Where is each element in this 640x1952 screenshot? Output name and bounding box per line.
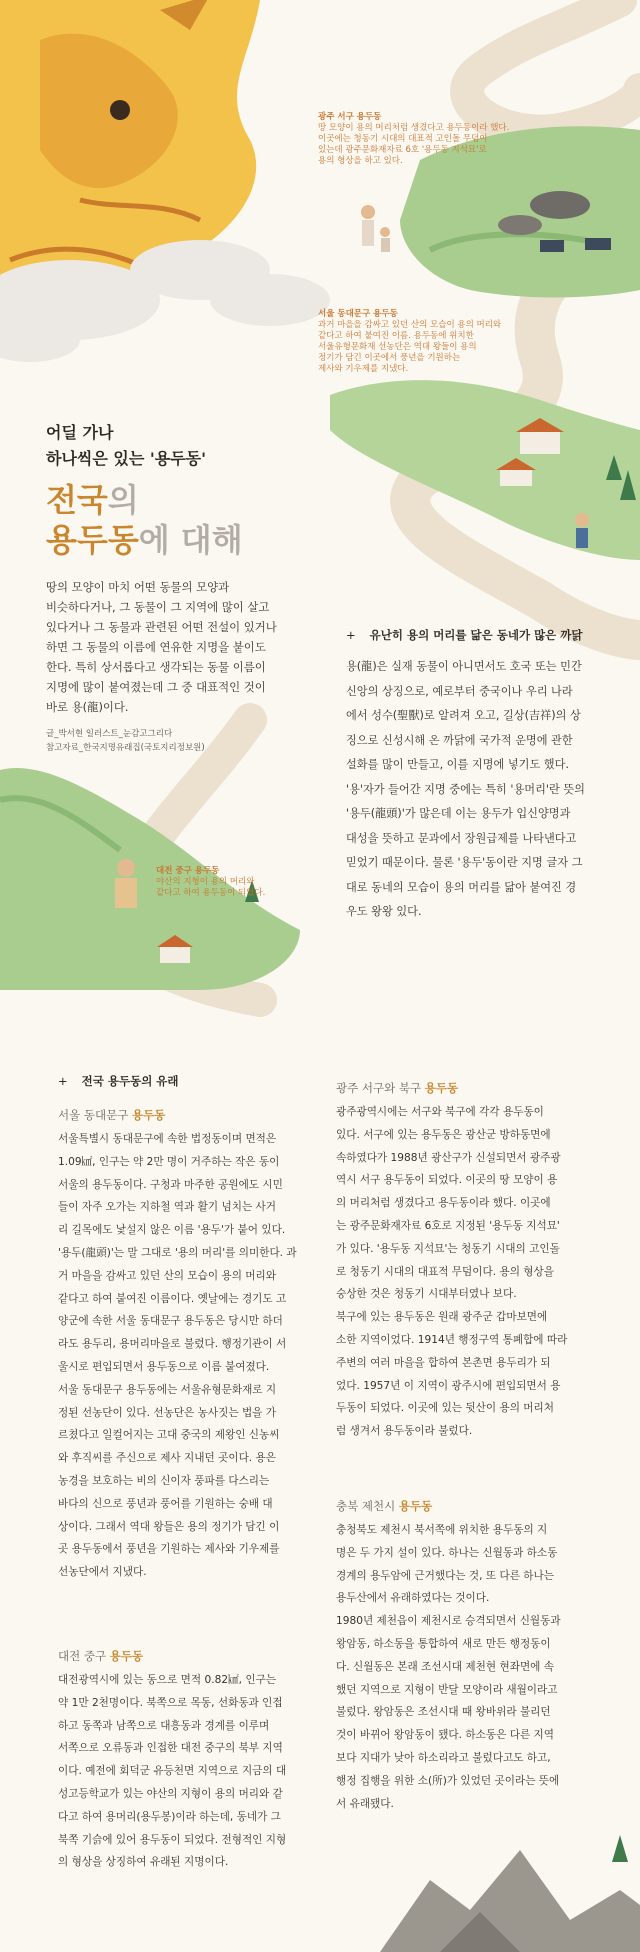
note-seoul-line: 서울유형문화재 선농단은 역대 왕들이 용의 <box>318 342 477 352</box>
note-seoul <box>318 309 518 375</box>
note-seoul-title: 서울 동대문구 용두동 <box>318 309 398 319</box>
note-gwangju-line: 땅 모양이 용의 머리처럼 생겼다고 용두동이라 했다. <box>318 123 510 133</box>
gwangju-line: 럼 생겨서 용두동이라 불렀다. <box>336 1425 473 1438</box>
bottom-mountain-illustration <box>380 1835 640 1952</box>
jecheon-line: 것이 바뀌어 왕암동이 됐다. 하소동은 다른 지역 <box>336 1729 555 1742</box>
daejeon-line: 의 형상을 상징하여 유래된 지명이다. <box>58 1856 229 1869</box>
seoul-region: 서울 동대문구 <box>58 1108 132 1122</box>
seoul-line: 들이 자주 오가는 지하철 역과 활기 넘치는 사거 <box>58 1201 277 1214</box>
jecheon-region: 충북 제천시 <box>336 1499 399 1513</box>
seoul-line: 정된 선농단이 있다. 선농단은 농사짓는 법을 가 <box>58 1406 277 1419</box>
gwangju-line: 로 청동기 시대의 대표적 무덤이다. 용의 형상을 <box>336 1265 555 1278</box>
daejeon-region: 대전 중구 <box>58 1649 110 1663</box>
gwangju-line: 속하였다가 1988년 광산구가 신설되면서 광주광 <box>336 1151 561 1164</box>
daejeon-body <box>58 1669 308 1874</box>
gwangju-line: 북구에 있는 용두동은 원래 광주군 갑마보면에 <box>336 1311 548 1324</box>
daejeon-line: 대전광역시에 있는 동으로 면적 0.82㎢, 인구는 <box>58 1674 277 1686</box>
jecheon-line: 서 유래됐다. <box>336 1797 394 1810</box>
note-daejeon-line: 야산의 지형이 용의 머리와 <box>156 877 255 887</box>
gwangju-line: 소한 지역이었다. 1914년 행정구역 통폐합에 따라 <box>336 1333 568 1346</box>
intro-line: 있다거나 그 동물과 관련된 어떤 전설이 있거나 <box>46 620 277 634</box>
note-daejeon <box>156 866 306 899</box>
section-1-line: 설화를 많이 만들고, 이를 지명에 넣기도 했다. <box>346 758 569 771</box>
seoul-line: 바다의 신으로 풍년과 풍어를 기원하는 숭배 대 <box>58 1497 273 1510</box>
gwangju-name: 용두동 <box>424 1081 459 1095</box>
plus-icon: + <box>58 1074 68 1088</box>
headline-sub-2: 하나씩은 있는 '용두동' <box>46 449 207 468</box>
seoul-village-illustration <box>330 380 640 560</box>
gwangju-line: 숭상한 것은 청동기 시대부터였나 보다. <box>336 1288 517 1301</box>
daejeon-name: 용두동 <box>109 1649 144 1663</box>
gwangju-line: 의 머리처럼 생겼다고 용두동이라 했다. 이곳에 <box>336 1197 551 1210</box>
gwangju-line: 두동이 되었다. 이곳에 있는 뒷산이 용의 머리처 <box>336 1402 555 1415</box>
seoul-line: '용두(龍頭)'는 말 그대로 '용의 머리'를 의미한다. 과 <box>58 1246 297 1259</box>
section-1-line: 징으로 신성시해 온 까닭에 국가적 운명에 관한 <box>346 733 573 747</box>
section-2-title: 전국 용두동의 유래 <box>81 1074 179 1088</box>
gwangju-line: 광주광역시에는 서구와 북구에 각각 용두동이 <box>336 1106 544 1118</box>
seoul-line: 와 후직씨를 주신으로 제사 지내던 곳이다. 용은 <box>58 1452 277 1465</box>
gwangju-line: 가 있다. '용두동 지석묘'는 청동기 시대의 고인돌 <box>336 1242 560 1255</box>
seoul-body <box>58 1128 308 1584</box>
seoul-line: 르쳤다고 일컬어지는 고대 중국의 제왕인 신농씨 <box>58 1429 280 1442</box>
section-1-line: 믿었기 때문이다. 물론 '용두'동이란 지명 글자 그 <box>346 856 583 869</box>
note-seoul-line: 같다고 하여 붙여진 이름. 용두동에 위치한 <box>318 331 474 341</box>
intro-line: 땅의 모양이 마치 어떤 동물의 모양과 <box>46 580 230 594</box>
gwangju-subheading <box>336 1080 458 1096</box>
plus-icon: + <box>346 628 356 642</box>
daejeon-line: 이다. 예전에 회덕군 유등천면 지역으로 지금의 대 <box>58 1765 287 1778</box>
headline-title-rest: 의 <box>107 481 139 519</box>
section-1-heading <box>346 627 583 643</box>
section-2-heading <box>58 1073 179 1089</box>
section-1-line: 대성을 뜻하고 문과에서 장원급제를 나타낸다고 <box>346 831 577 845</box>
intro-line: 비슷하다거나, 그 동물이 그 지역에 많이 살고 <box>46 600 270 614</box>
gwangju-line: 는 광주문화재자료 6호로 지정된 '용두동 지석묘' <box>336 1219 560 1232</box>
jecheon-line: 행정 집행을 위한 소(所)가 있었던 곳이라는 뜻에 <box>336 1774 560 1787</box>
jecheon-line: 다. 신월동은 본래 조선시대 제천현 현좌면에 속 <box>336 1660 555 1673</box>
note-daejeon-line: 같다고 하여 용두동이 되었다. <box>156 888 266 898</box>
daejeon-line: 약 1만 2천명이다. 북쪽으로 목동, 선화동과 인접 <box>58 1696 283 1709</box>
headline <box>46 420 243 560</box>
credit-author: 글_박서현 일러스트_눈감고그리다 <box>46 729 173 739</box>
seoul-line: 울시로 편입되면서 용두동으로 이름 붙여졌다. <box>58 1360 270 1373</box>
jecheon-line: 불렀다. 왕암동은 조선시대 때 왕바위라 불리던 <box>336 1706 551 1719</box>
gwangju-body <box>336 1101 591 1443</box>
section-1-line: '용두(龍頭)'가 많은데 이는 용두가 입신양명과 <box>346 807 571 820</box>
gwangju-line: 주변의 여러 마을을 합하여 본촌면 용두리가 되 <box>336 1356 551 1369</box>
note-seoul-line: 제사와 기우제를 지냈다. <box>318 364 409 374</box>
section-1-body <box>346 655 601 925</box>
seoul-line: 서울 동대문구 용두동에는 서울유형문화재로 지 <box>58 1383 277 1396</box>
seoul-line: 상이다. 그래서 역대 왕들은 용의 정기가 담긴 이 <box>58 1520 280 1533</box>
jecheon-name: 용두동 <box>398 1499 433 1513</box>
gwangju-line: 있다. 서구에 있는 용두동은 광산군 방하동면에 <box>336 1128 551 1141</box>
seoul-line: 거 마을을 감싸고 있던 산의 모습이 용의 머리와 <box>58 1269 277 1282</box>
seoul-line: 곳 용두동에서 풍년을 기원하는 제사와 기우제를 <box>58 1543 280 1556</box>
seoul-subheading <box>58 1107 165 1123</box>
headline-title-line-1 <box>46 480 243 520</box>
jecheon-line: 경계의 용두암에 근거했다는 것, 또 다른 하나는 <box>336 1569 555 1582</box>
jecheon-line: 1980년 제천읍이 제천시로 승격되면서 신월동과 <box>336 1615 561 1628</box>
credits <box>46 727 205 755</box>
seoul-line: 양군에 속한 서울 동대문구 용두동은 당시만 하더 <box>58 1315 283 1328</box>
jecheon-line: 용두산에서 유래하였다는 것이다. <box>336 1592 490 1605</box>
gwangju-line: 었다. 1957년 이 지역이 광주시에 편입되면서 용 <box>336 1379 561 1392</box>
note-gwangju-line: 용의 형상을 하고 있다. <box>318 156 403 166</box>
gwangju-line: 역시 서구 용두동이 되었다. 이곳의 땅 모양이 용 <box>336 1174 558 1187</box>
section-1-line: 에서 성수(聖獸)로 알려져 오고, 길상(吉祥)의 상 <box>346 709 581 722</box>
intro-paragraph <box>46 577 296 717</box>
jecheon-subheading <box>336 1498 432 1514</box>
seoul-line: 리 길목에도 낯설지 않은 이름 '용두'가 붙어 있다. <box>58 1224 286 1237</box>
intro-line: 한다. 특히 상서롭다고 생각되는 동물 이름이 <box>46 660 266 674</box>
seoul-line: 서울의 용두동이다. 구청과 마주한 공원에도 시민 <box>58 1178 283 1191</box>
jecheon-body <box>336 1519 591 1815</box>
daejeon-line: 성고등학교가 있는 야산의 지형이 용의 머리와 같 <box>58 1787 283 1800</box>
jecheon-line: 충청북도 제천시 북서쪽에 위치한 용두동의 지 <box>336 1524 548 1536</box>
seoul-name: 용두동 <box>131 1108 166 1122</box>
daejeon-line: 다고 하여 용머리(용두봉)이라 하는데, 동네가 그 <box>58 1810 281 1823</box>
daejeon-line: 북쪽 기슭에 있어 용두동이 되었다. 전형적인 지형 <box>58 1833 287 1846</box>
note-gwangju <box>318 112 528 167</box>
seoul-line: 서울특별시 동대문구에 속한 법정동이며 면적은 <box>58 1133 277 1145</box>
seoul-line: 라도 용두리, 용머리마을로 불렸다. 행정기관이 서 <box>58 1338 287 1351</box>
headline-title-rest: 에 대해 <box>138 521 243 559</box>
note-gwangju-title: 광주 서구 용두동 <box>318 112 382 122</box>
seoul-line: 농경을 보호하는 비의 신이자 풍파를 다스리는 <box>58 1474 270 1487</box>
intro-line: 지명에 많이 붙여졌는데 그 중 대표적인 것이 <box>46 680 266 694</box>
headline-title-line-2 <box>46 520 243 560</box>
note-seoul-line: 과거 마을을 감싸고 있던 산의 모습이 용의 머리와 <box>318 320 502 330</box>
seoul-line: 1.09㎢, 인구는 약 2만 명이 거주하는 작은 동이 <box>58 1155 280 1168</box>
jecheon-line: 했던 지역으로 지형이 반달 모양이라 새월이라고 <box>336 1683 558 1696</box>
gwangju-region: 광주 서구와 북구 <box>336 1081 425 1095</box>
section-1-line: 우도 왕왕 있다. <box>346 905 422 918</box>
jecheon-line: 왕암동, 하소동을 통합하여 새로 만든 행정동이 <box>336 1637 551 1650</box>
section-1-title: 유난히 용의 머리를 닮은 동네가 많은 까닭 <box>369 628 583 642</box>
note-gwangju-line: 이곳에는 청동기 시대의 대표적 고인돌 무덤이 <box>318 134 488 144</box>
daejeon-line: 서쪽으로 오류동과 인접한 대전 중구의 북부 지역 <box>58 1742 283 1755</box>
headline-title-highlight: 전국 <box>46 481 108 519</box>
note-gwangju-line: 있는데 광주문화재자료 6호 '용두동 지석묘'로 <box>318 145 487 155</box>
daejeon-line: 하고 동쪽과 남쪽으로 대흥동과 경계를 이루며 <box>58 1719 270 1732</box>
note-daejeon-title: 대전 중구 용두동 <box>156 866 220 876</box>
jecheon-line: 보다 지대가 낮아 하소리라고 불렀다고도 하고, <box>336 1751 551 1764</box>
daejeon-subheading <box>58 1648 143 1664</box>
headline-sub-1: 어딜 가나 <box>46 423 114 442</box>
section-1-line: 대로 동네의 모습이 용의 머리를 닮아 붙여진 경 <box>346 880 577 894</box>
seoul-line: 선농단에서 지냈다. <box>58 1566 147 1579</box>
section-1-line: 신앙의 상징으로, 예로부터 중국이나 우리 나라 <box>346 684 573 698</box>
jecheon-line: 명은 두 가지 설이 있다. 하나는 신월동과 하소동 <box>336 1546 558 1559</box>
section-1-line: '용'자가 들어간 지명 중에는 특히 '용머리'란 뜻의 <box>346 782 585 796</box>
headline-title-highlight: 용두동 <box>46 521 139 559</box>
intro-line: 바로 용(龍)이다. <box>46 700 129 714</box>
credit-reference: 참고자료_한국지명유래집(국토지리정보원) <box>46 743 205 753</box>
section-1-line: 용(龍)은 실재 동물이 아니면서도 호국 또는 민간 <box>346 660 582 673</box>
seoul-line: 같다고 하여 붙여진 이름이다. 옛날에는 경기도 고 <box>58 1292 287 1305</box>
intro-line: 하면 그 동물의 이름에 연유한 지명을 붙이도 <box>46 640 266 654</box>
note-seoul-line: 정기가 담긴 이곳에서 풍년을 기원하는 <box>318 353 461 363</box>
